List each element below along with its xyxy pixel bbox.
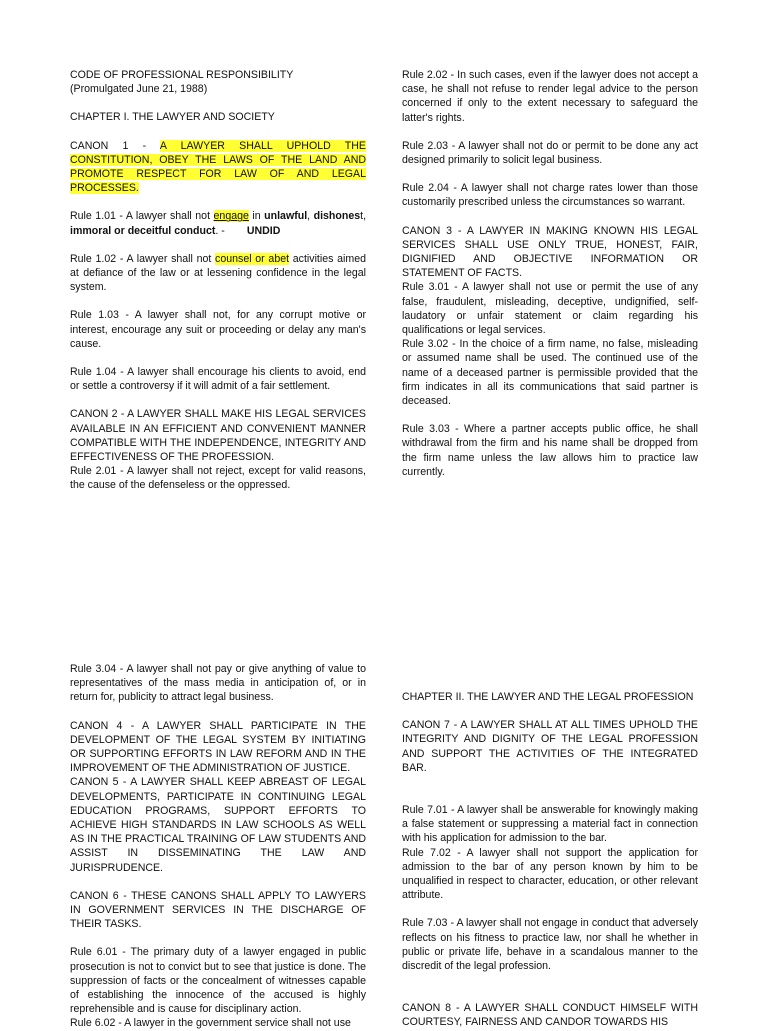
rule-3-01: Rule 3.01 - A lawyer shall not use or permit the use of any false, fraudulent, misleading, deceptive, undignified, self-laudatory or unfair statement or claim regarding his qualifications or legal services. xyxy=(402,281,698,337)
rule-3-02: Rule 3.02 - In the choice of a firm name, no false, misleading or assumed name shall be used. The continued use of the name of a deceased partner is permissible provided that the firm indicates in all its communications that said partner is deceased. xyxy=(402,338,698,408)
rule-3-04: Rule 3.04 - A lawyer shall not pay or give anything of value to representatives of the mass media in anticipation of, or in return for, publicity to attract legal business. xyxy=(70,663,366,704)
canon-2: CANON 2 - A LAWYER SHALL MAKE HIS LEGAL SERVICES AVAILABLE IN AN EFFICIENT AND CONVENIENT MANNER COMPATIBLE WITH THE INDEPENDENCE, INTEGRITY AND EFFECTIVENESS OF THE PROFESSION. xyxy=(70,408,366,464)
rule-1-01-part-f: t, xyxy=(360,210,367,223)
canon-5: CANON 5 - A LAWYER SHALL KEEP ABREAST OF LEGAL DEVELOPMENTS, PARTICIPATE IN CONTINUING LEGAL EDUCATION PROGRAMS, SUPPORT EFFORTS TO ACHIEVE HIGH STANDARDS IN LAW SCHOOLS AS WELL AS IN THE PRACTICAL TRAINING OF LAW STUDENTS AND ASSIST IN DISSEMINATING THE LAW AND JURISPRUDENCE. xyxy=(70,776,366,874)
rule-2-01: Rule 2.01 - A lawyer shall not reject, except for valid reasons, the cause of the defenseless or the oppressed. xyxy=(70,465,366,492)
rule-6-02: Rule 6.02 - A lawyer in the government service shall not use xyxy=(70,1017,351,1030)
rule-1-02-part-b: activities aimed at defiance of the law or at lessening confidence in the legal system. xyxy=(70,252,366,294)
rule-7-03: Rule 7.03 - A lawyer shall not engage in conduct that adversely reflects on his fitness to practice law, nor shall he whether in public or private life, behave in a scandalous manner to the discredit of the legal profession. xyxy=(402,917,698,973)
rule-1-01-immoral: immoral or deceitful conduct xyxy=(70,224,216,237)
page1-right-column xyxy=(402,68,698,493)
rule-1-01-part-b: in xyxy=(248,210,265,223)
rule-1-01-dishonest: dishones xyxy=(313,210,361,223)
canon-6: CANON 6 - THESE CANONS SHALL APPLY TO LAWYERS IN GOVERNMENT SERVICES IN THE DISCHARGE OF THEIR TASKS. xyxy=(70,889,366,931)
rule-1-02-highlight: counsel or abet xyxy=(215,252,290,265)
rule-1-01 xyxy=(70,209,366,237)
rule-2-03: Rule 2.03 - A lawyer shall not do or permit to be done any act designed primarily to solicit legal business. xyxy=(402,139,698,167)
rule-1-02 xyxy=(70,252,366,295)
rule-2-02: Rule 2.02 - In such cases, even if the lawyer does not accept a case, he shall not refuse to render legal advice to the person concerned if only to the extent necessary to safeguard the latter's rights. xyxy=(402,69,698,124)
chapter-2-heading: CHAPTER II. THE LAWYER AND THE LEGAL PROFESSION xyxy=(402,691,694,703)
rule-1-03: Rule 1.03 - A lawyer shall not, for any corrupt motive or interest, encourage any suit or proceeding or delay any man's cause. xyxy=(70,309,366,350)
rule-7-01: Rule 7.01 - A lawyer shall be answerable for knowingly making a false statement or suppressing a material fact in connection with his application for admission to the bar. xyxy=(402,804,698,845)
rule-1-04: Rule 1.04 - A lawyer shall encourage his clients to avoid, end or settle a controversy if it will admit of a fair settlement. xyxy=(70,366,366,393)
canon-1-highlighted-text: A LAWYER SHALL UPHOLD THE CONSTITUTION, OBEY THE LAWS OF THE LAND AND PROMOTE RESPECT FOR LAW OF AND LEGAL PROCESSES. xyxy=(70,139,366,195)
rule-7-02: Rule 7.02 - A lawyer shall not support the application for admission to the bar of any person known by him to be unqualified in respect to character, education, or other relevant attribute. xyxy=(402,846,698,902)
chapter-1-heading: CHAPTER I. THE LAWYER AND SOCIETY xyxy=(70,111,275,124)
rule-1-01-part-d: , xyxy=(307,210,314,223)
canon-1 xyxy=(70,139,366,196)
document-title: CODE OF PROFESSIONAL RESPONSIBILITY xyxy=(70,69,294,81)
rule-6-01: Rule 6.01 - The primary duty of a lawyer engaged in public prosecution is not to convict but to see that justice is done. The suppression of facts or the concealment of witnesses capable of establishing the innocence of the accused is highly reprehensible and is cause for disciplinary action. xyxy=(70,946,366,1016)
page1-left-column xyxy=(70,68,366,507)
canon-3: CANON 3 - A LAWYER IN MAKING KNOWN HIS LEGAL SERVICES SHALL USE ONLY TRUE, HONEST, FAIR, DIGNIFIED AND OBJECTIVE INFORMATION OR STATEMENT OF FACTS. xyxy=(402,224,698,280)
rule-1-01-part-a: Rule 1.01 - A lawyer shall not xyxy=(70,210,214,223)
rule-2-04: Rule 2.04 - A lawyer shall not charge rates lower than those customarily prescribed unless the circumstances so warrant. xyxy=(402,182,698,209)
canon-8: CANON 8 - A LAWYER SHALL CONDUCT HIMSELF WITH COURTESY, FAIRNESS AND CANDOR TOWARDS HIS xyxy=(402,1002,698,1029)
canon-4: CANON 4 - A LAWYER SHALL PARTICIPATE IN THE DEVELOPMENT OF THE LEGAL SYSTEM BY INITIATING OR SUPPORTING EFFORTS IN LAW REFORM AND IN THE IMPROVEMENT OF THE ADMINISTRATION OF JUSTICE. xyxy=(70,719,366,775)
canon-7: CANON 7 - A LAWYER SHALL AT ALL TIMES UPHOLD THE INTEGRITY AND DIGNITY OF THE LEGAL PROFESSION AND SUPPORT THE ACTIVITIES OF THE INTEGRATED BAR. xyxy=(402,719,698,774)
rule-1-02-part-a: Rule 1.02 - A lawyer shall not xyxy=(70,252,216,265)
canon-1-prefix: CANON 1 - xyxy=(70,139,160,152)
promulgation-date: (Promulgated June 21, 1988) xyxy=(70,83,208,96)
page2-right-column xyxy=(402,690,698,1030)
rule-3-03: Rule 3.03 - Where a partner accepts public office, he shall withdrawal from the firm and his name shall be dropped from the firm name unless the law allows him to practice law currently. xyxy=(402,423,698,478)
rule-1-01-part-h: . - xyxy=(215,224,225,237)
rule-1-01-unlawful: unlawful xyxy=(264,210,308,223)
rule-1-01-undid-note: UNDID xyxy=(246,224,281,237)
page2-left-column xyxy=(70,662,366,1031)
rule-1-01-engage-highlight: engage xyxy=(213,210,249,223)
